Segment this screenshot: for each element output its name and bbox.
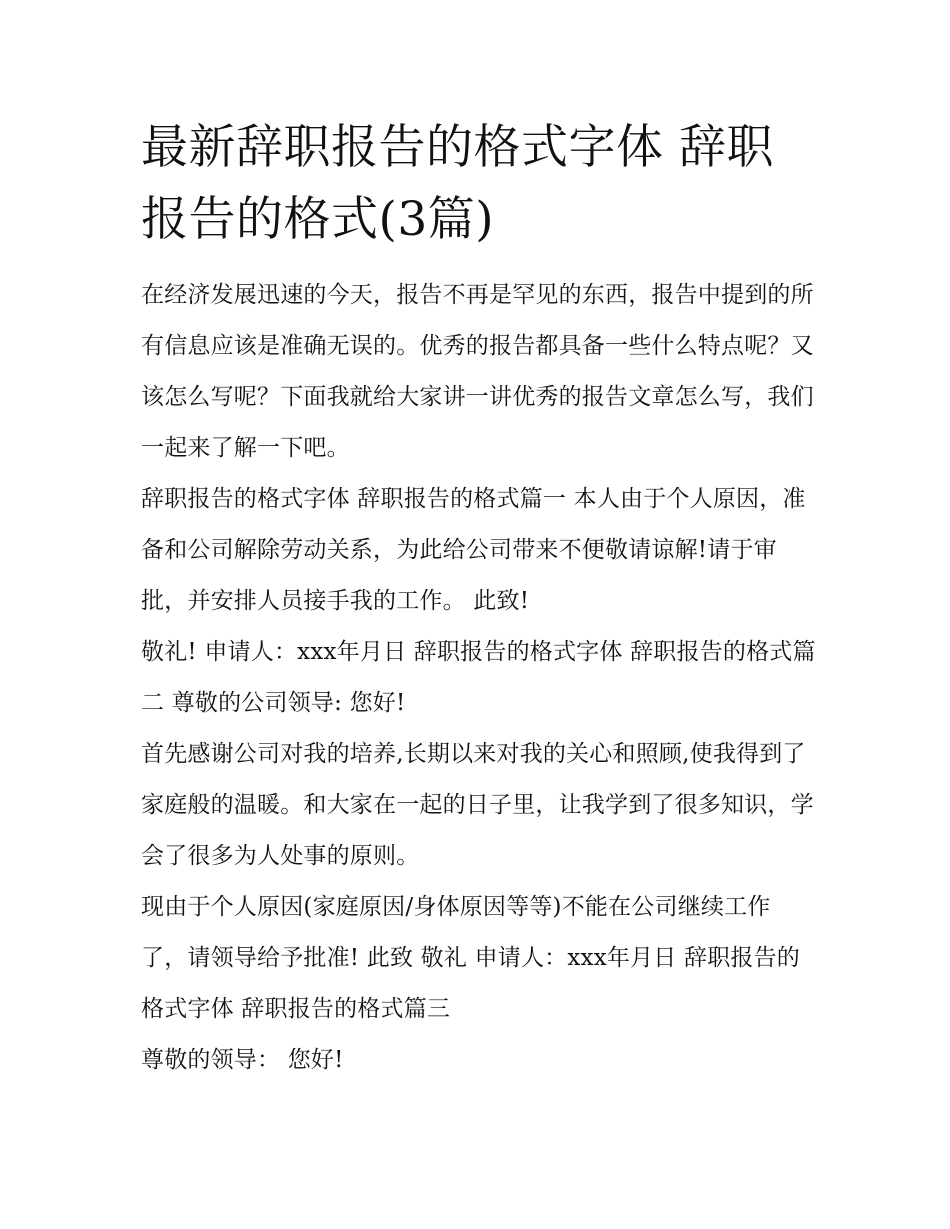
paragraph-closing-one: 敬礼! 申请人：xxx年月日 辞职报告的格式字体 辞职报告的格式篇二 尊敬的公司领导: 您好!	[141, 639, 816, 716]
paragraph-salutation-three: 尊敬的领导： 您好!	[141, 1047, 344, 1073]
document-title: 最新辞职报告的格式字体 辞职报告的格式(3篇)	[141, 120, 774, 247]
paragraph-intro: 在经济发展迅速的今天，报告不再是罕见的东西，报告中提到的所有信息应该是准确无误的。优秀的报告都具备一些什么特点呢？又该怎么写呢？下面我就给大家讲一讲优秀的报告文章怎么写，我们一起来了解一下吧。	[141, 282, 814, 461]
paragraph-letter-one: 辞职报告的格式字体 辞职报告的格式篇一 本人由于个人原因，准备和公司解除劳动关系，为此给公司带来不便敬请谅解!请于审批，并安排人员接手我的工作。 此致!	[141, 486, 806, 614]
document-body	[141, 112, 816, 1086]
paragraph-thanks: 首先感谢公司对我的培养,长期以来对我的关心和照顾,使我得到了家庭般的温暖。和大家在一起的日子里，让我学到了很多知识，学会了很多为人处事的原则。	[141, 741, 814, 869]
paragraph-reason: 现由于个人原因(家庭原因/身体原因等等)不能在公司继续工作了，请领导给予批准! 此致 敬礼 申请人：xxx年月日 辞职报告的格式字体 辞职报告的格式篇三	[141, 894, 801, 1022]
